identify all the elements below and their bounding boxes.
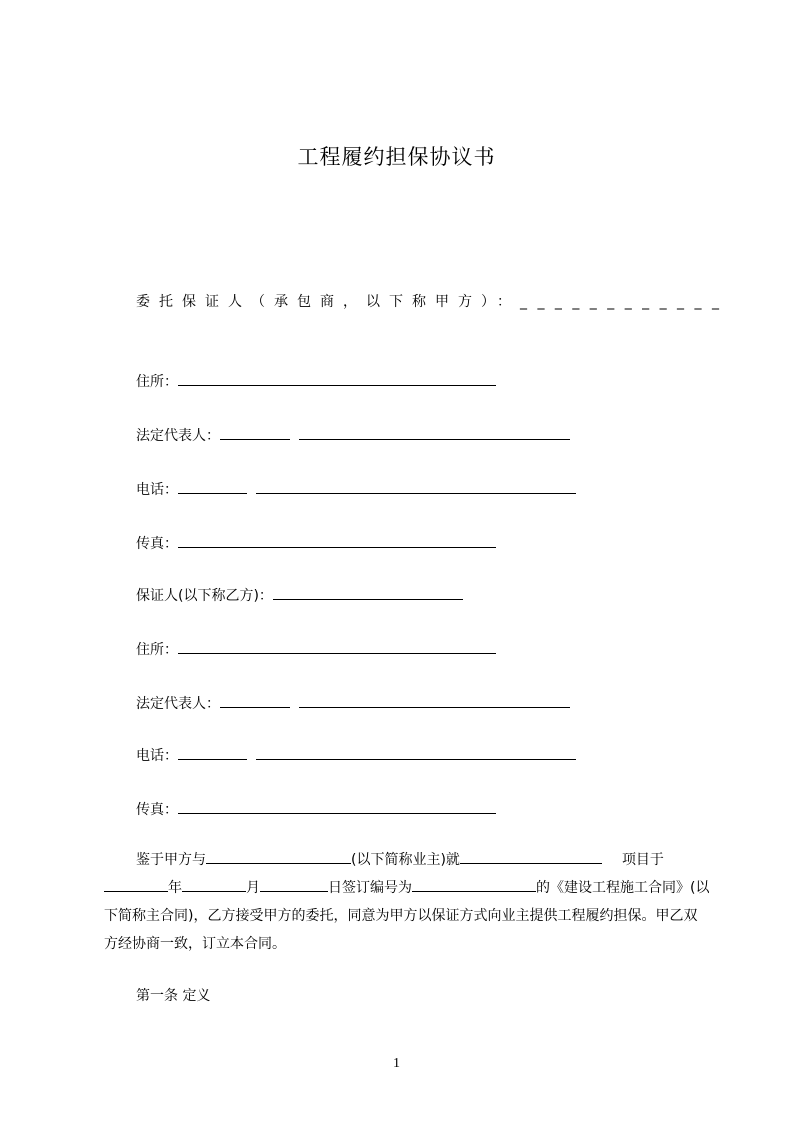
recital-paragraph — [104, 846, 710, 958]
principal-rep-blank-1[interactable] — [220, 424, 290, 440]
guarantor-fax-label: 传真： — [136, 802, 178, 818]
recital-text-5: 月 — [246, 880, 260, 896]
guarantor-rep-blank-1[interactable] — [220, 692, 290, 708]
guarantor-fax-blank[interactable] — [178, 798, 496, 814]
year-blank[interactable] — [104, 876, 168, 892]
principal-address-line — [136, 370, 496, 390]
project-blank[interactable] — [460, 848, 602, 864]
guarantor-address-label: 住所： — [136, 642, 178, 658]
contract-number-blank[interactable] — [412, 876, 536, 892]
recital-text-2: (以下简称业主)就 — [351, 852, 460, 868]
guarantor-address-blank[interactable] — [178, 638, 496, 654]
guarantor-address-line — [136, 638, 496, 658]
principal-phone-line — [136, 478, 576, 498]
principal-address-blank[interactable] — [178, 370, 496, 386]
guarantor-name-blank[interactable] — [273, 584, 463, 600]
guarantor-phone-line — [136, 744, 576, 764]
employer-blank[interactable] — [206, 848, 351, 864]
article-1-heading: 第一条 定义 — [136, 988, 211, 1004]
principal-address-label: 住所： — [136, 374, 178, 390]
principal-label: 委托保证人（承包商，以下称甲方）： — [136, 294, 520, 310]
principal-fax-label: 传真： — [136, 536, 178, 552]
principal-fax-blank[interactable] — [178, 532, 496, 548]
recital-text-6: 日签订编号为 — [328, 880, 412, 896]
document-title: 工程履约担保协议书 — [297, 145, 496, 169]
recital-text-3: 项目于 — [621, 852, 664, 868]
principal-name-blank[interactable]: _ _ _ _ _ _ _ _ _ _ _ _ — [520, 294, 722, 310]
principal-fax-line — [136, 532, 496, 552]
principal-rep-label: 法定代表人： — [136, 428, 220, 444]
recital-text-7: 的《建设工程施工合同》(以下简称主合同)，乙方接受甲方的委托，同意为甲方以保证方式向业主提供工程履约担保。甲乙双方经协商一致，订立本合同。 — [104, 880, 710, 952]
recital-text-4: 年 — [168, 880, 182, 896]
principal-line — [136, 292, 722, 312]
principal-phone-label: 电话： — [136, 482, 178, 498]
page-number: 1 — [393, 1056, 400, 1071]
day-blank[interactable] — [260, 876, 328, 892]
guarantor-phone-label: 电话： — [136, 748, 178, 764]
principal-rep-blank-2[interactable] — [299, 424, 570, 440]
principal-phone-blank-1[interactable] — [178, 478, 247, 494]
guarantor-line — [136, 584, 463, 604]
principal-phone-blank-2[interactable] — [256, 478, 576, 494]
guarantor-fax-line — [136, 798, 496, 818]
guarantor-label: 保证人(以下称乙方)： — [136, 588, 273, 604]
guarantor-rep-label: 法定代表人： — [136, 696, 220, 712]
month-blank[interactable] — [182, 876, 246, 892]
recital-text-1: 鉴于甲方与 — [136, 852, 206, 868]
guarantor-rep-line — [136, 692, 570, 712]
guarantor-phone-blank-2[interactable] — [256, 744, 576, 760]
guarantor-phone-blank-1[interactable] — [178, 744, 247, 760]
guarantor-rep-blank-2[interactable] — [299, 692, 570, 708]
principal-rep-line — [136, 424, 570, 444]
